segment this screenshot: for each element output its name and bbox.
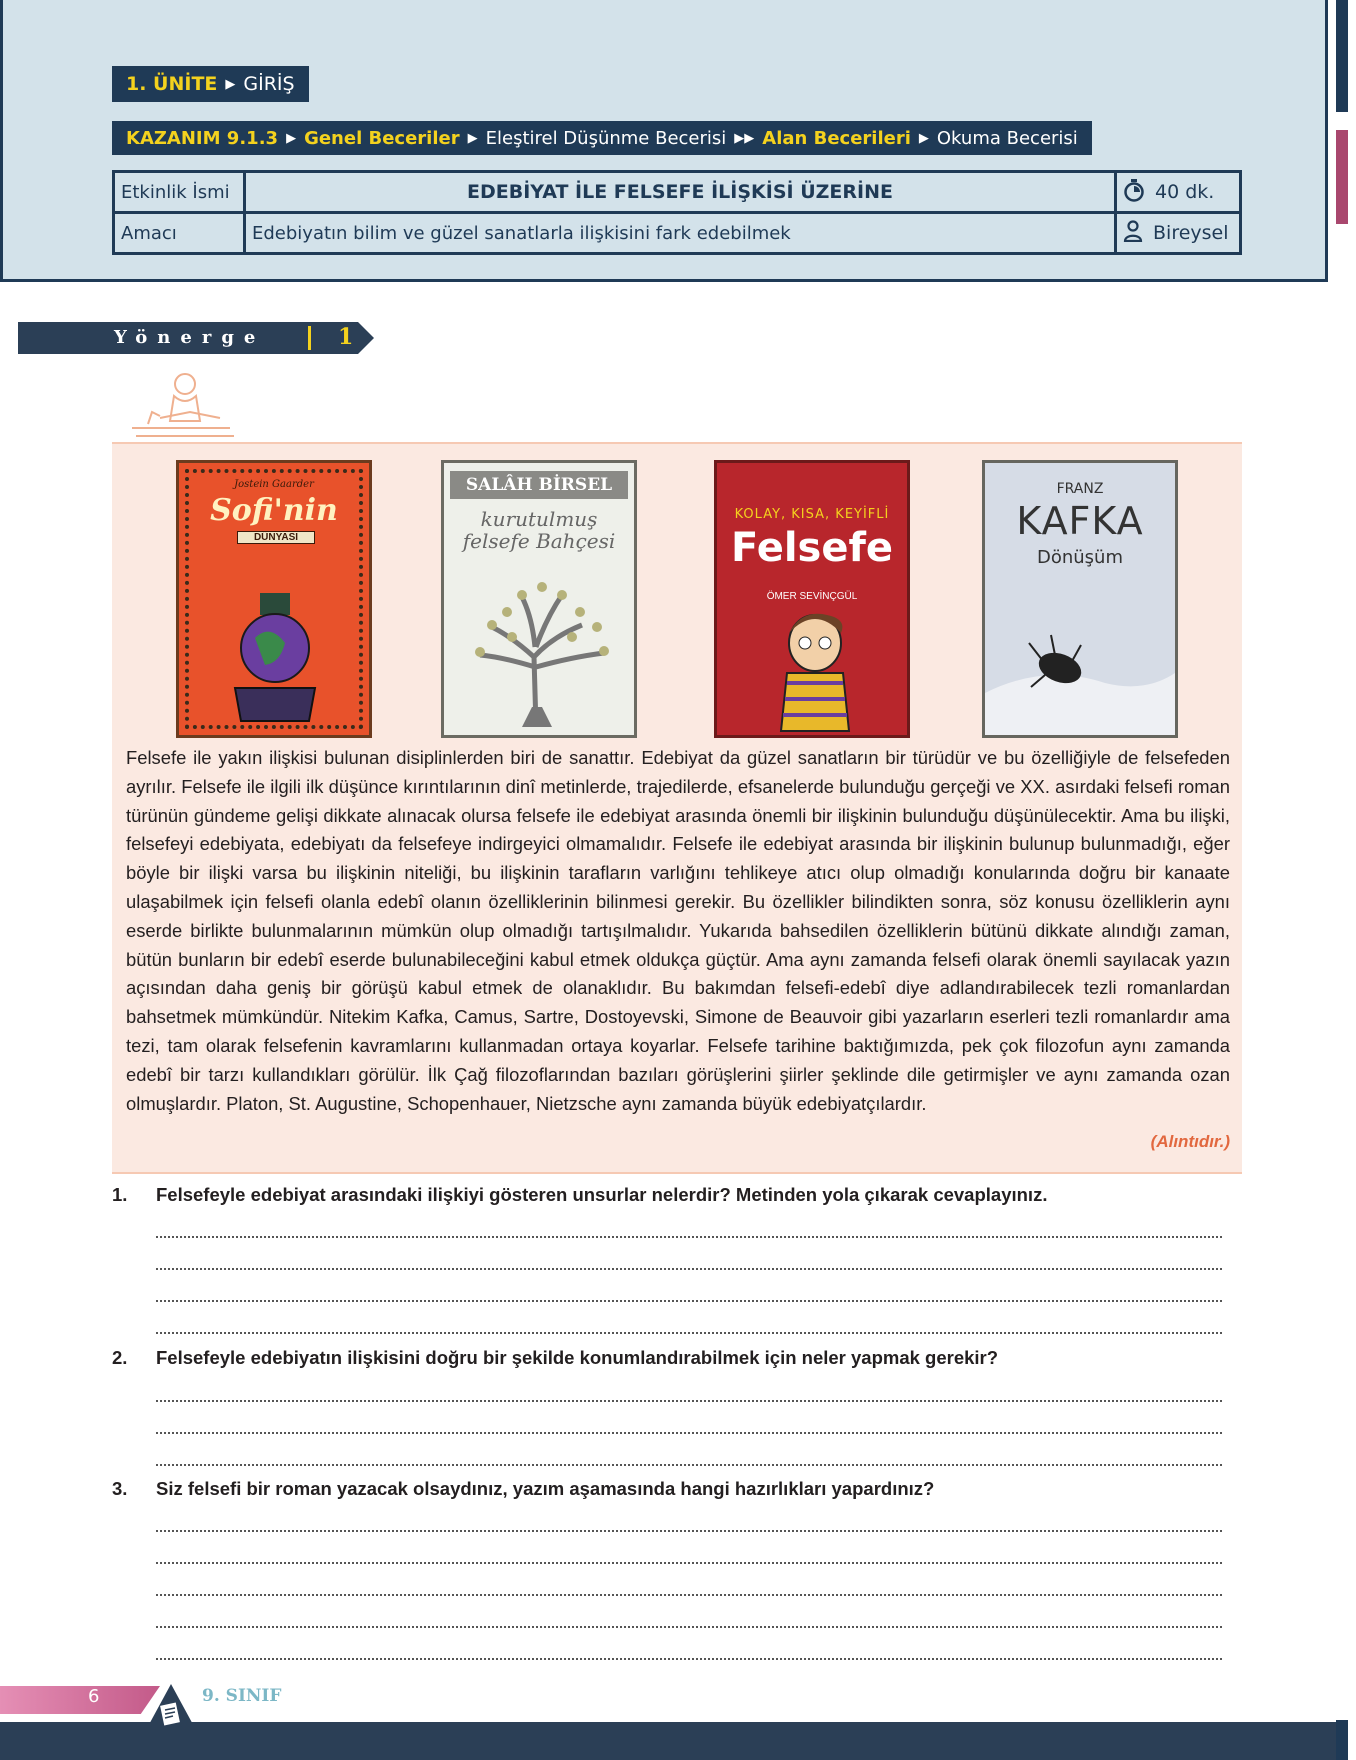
answer-line[interactable] [156, 1542, 1222, 1564]
book-title: Dönüşüm [1036, 547, 1123, 568]
tree-illustration [462, 567, 622, 727]
mode-value: Bireysel [1153, 221, 1229, 244]
footer-bar [0, 1722, 1336, 1760]
question-number: 3. [112, 1478, 128, 1499]
arrow-right-icon: ▶ [918, 130, 929, 146]
question-text: Siz felsefi bir roman yazacak olsaydınız, yazım aşamasında hangi hazırlıkları yapardınız? [156, 1478, 935, 1499]
answer-line[interactable] [156, 1248, 1222, 1270]
mode-cell [1116, 213, 1241, 254]
citation-note: (Alıntıdır.) [1150, 1132, 1230, 1151]
notebook-logo-icon [146, 1684, 196, 1735]
book-author: SALÂH BİRSEL [450, 471, 628, 499]
person-icon [1123, 220, 1143, 247]
answer-line[interactable] [156, 1216, 1222, 1238]
book-cover-kafka-donusum [982, 460, 1178, 738]
answer-line[interactable] [156, 1444, 1222, 1466]
arrow-right-icon: ▶ [286, 130, 297, 146]
activity-label: Etkinlik İsmi [114, 172, 245, 213]
book-title: kurutulmuş [480, 507, 598, 531]
activity-title: EDEBİYAT İLE FELSEFE İLİŞKİSİ ÜZERİNE [245, 172, 1116, 213]
book-title: Sofi'nin [210, 493, 338, 528]
side-accent-bar-pink [1336, 130, 1348, 224]
question-3 [112, 1478, 934, 1500]
unit-name: GİRİŞ [243, 73, 295, 95]
globe-illustration [225, 593, 325, 723]
answer-line[interactable] [156, 1606, 1222, 1628]
section-divider [308, 326, 311, 350]
question-number: 1. [112, 1184, 128, 1205]
philosopher-cartoon-illustration [757, 613, 873, 733]
activity-info-table [112, 170, 1242, 255]
question-text: Felsefeyle edebiyat arasındaki ilişkiyi gösteren unsurlar nelerdir? Metinden yola çıkarak cevaplayınız. [156, 1184, 1048, 1205]
book-author-last: KAFKA [1016, 499, 1144, 543]
book-title-line-2: felsefe Bahçesi [462, 529, 616, 553]
unit-number: 1. ÜNİTE [126, 73, 218, 95]
kazanim-code: KAZANIM 9.1.3 [126, 127, 279, 149]
yonerge-tab [18, 322, 374, 354]
answer-line[interactable] [156, 1312, 1222, 1334]
answer-line[interactable] [156, 1574, 1222, 1596]
book-cover-sofinin-dunyasi [176, 460, 372, 738]
answer-line[interactable] [156, 1412, 1222, 1434]
answer-line[interactable] [156, 1380, 1222, 1402]
book-author-first: FRANZ [1056, 481, 1104, 497]
book-cover-kurutulmus-felsefe-bahcesi [441, 460, 637, 738]
double-arrow-right-icon: ▶▶ [734, 130, 755, 146]
beetle-illustration [985, 613, 1175, 735]
skill-group-1: Genel Beceriler [304, 127, 460, 149]
answer-line[interactable] [156, 1510, 1222, 1532]
grade-label: 9. SINIF [202, 1686, 282, 1706]
goal-label: Amacı [114, 213, 245, 254]
arrow-right-icon: ▶ [225, 76, 236, 92]
duration-cell [1116, 172, 1241, 213]
side-accent-bar-bottom [1336, 1720, 1348, 1760]
duration-value: 40 dk. [1155, 180, 1215, 203]
book-author: Jostein Gaarder [234, 479, 314, 490]
book-title: Felsefe [730, 525, 893, 571]
skill-group-2: Alan Becerileri [762, 127, 911, 149]
unit-tag [112, 66, 309, 102]
question-2 [112, 1347, 998, 1369]
skill-2: Okuma Becerisi [936, 127, 1078, 149]
answer-line[interactable] [156, 1280, 1222, 1302]
page-number-tab [0, 1686, 160, 1714]
section-number: 1 [338, 324, 354, 350]
book-tagline: KOLAY, KISA, KEYİFLİ [734, 507, 890, 522]
section-label: Yönerge [114, 327, 266, 348]
question-text: Felsefeyle edebiyatın ilişkisini doğru bir şekilde konumlandırabilmek için neler yapmak gerekir? [156, 1347, 999, 1368]
arrow-right-icon: ▶ [467, 130, 478, 146]
reading-passage-text: Felsefe ile yakın ilişkisi bulunan disiplinlerden biri de sanattır. Edebiyat da güzel sanatların bir türüdür ve bu özelliğiyle de felsefeden ayrılır. Felsefe ile ilgili ilk düşünce kırıntılarının dinî metinlerde, trajedilerde, efsanelerde bulunduğu gerçeği ve XX. asırdaki felsefi roman türünün gündeme gelişi dikkate alınacak olursa felsefe ile edebiyat arasında önemli bir ilişkinin bulunduğu düşünülecektir. Ama bu ilişki, felsefeyi edebiyata, edebiyatı da felsefeye indirgeyici olmamalıdır. Felsefe ile edebiyat arasında bir ilişkinin bulunup bulunmadığı, eğer böyle bir ilişki varsa bu ilişkinin niteliği, bu ilişkinin tarafların varlığını tehlikeye atıcı olup olmadığı konularında doğru bir kanaate ulaşabilmek için felsefi olanla edebî olanın özelliklerinin bilinmesi gerekir. Bu özellikler bilindikten sonra, söz konusu özelliklerin aynı eserde birlikte bulunmalarının mümkün olup olmadığı tartışılmalıdır. Yukarıda bahsedilen özelliklerin bütünü dikkate alındığı zaman, bütün bunların bir edebî eserde bulunabileceğini kabul etmek oldukça güçtür. Ama aynı zamanda felsefi olarak önemli sayılacak yazın açısından daha geniş bir görüşü kabul etmek de olanaklıdır. Bu bakımdan felsefi-edebî diye adlandırabilecek tezli romanlardan bahsetmek mümkündür. Nitekim Kafka, Camus, Sartre, Dostoyevski, Simone de Beauvoir gibi yazarların eserleri tezli romanlardır ama tezi, tam olarak felsefenin kavramlarını kullanmadan ortaya koyarlar. Felsefe tarihine baktığımızda, pek çok filozofun aynı zamanda edebî bir tarzı kullandıkları görülür. İlk Çağ filozoflarından bazıları görüşlerini şiirler şeklinde dile getirmişler ve aynı zamanda ozan olmuşlardır. Platon, St. Augustine, Schopenhauer, Nietzsche aynı zamanda büyük edebiyatçılardır. [126, 747, 1230, 1114]
goal-text: Edebiyatın bilim ve güzel sanatlarla ilişkisini fark edebilmek [245, 213, 1116, 254]
book-author: ÖMER SEVİNÇGÜL [766, 591, 858, 602]
book-subtitle: DÜNYASI [237, 531, 315, 544]
skill-1: Eleştirel Düşünme Becerisi [485, 127, 727, 149]
kazanim-tag [112, 121, 1092, 155]
reading-person-icon [130, 366, 240, 451]
stopwatch-icon [1123, 178, 1145, 207]
side-accent-bar [1336, 0, 1348, 112]
question-number: 2. [112, 1347, 128, 1368]
answer-line[interactable] [156, 1638, 1222, 1660]
book-cover-kolay-kisa-keyifli-felsefe [714, 460, 910, 738]
question-1 [112, 1184, 1047, 1206]
page-number: 6 [88, 1686, 100, 1707]
